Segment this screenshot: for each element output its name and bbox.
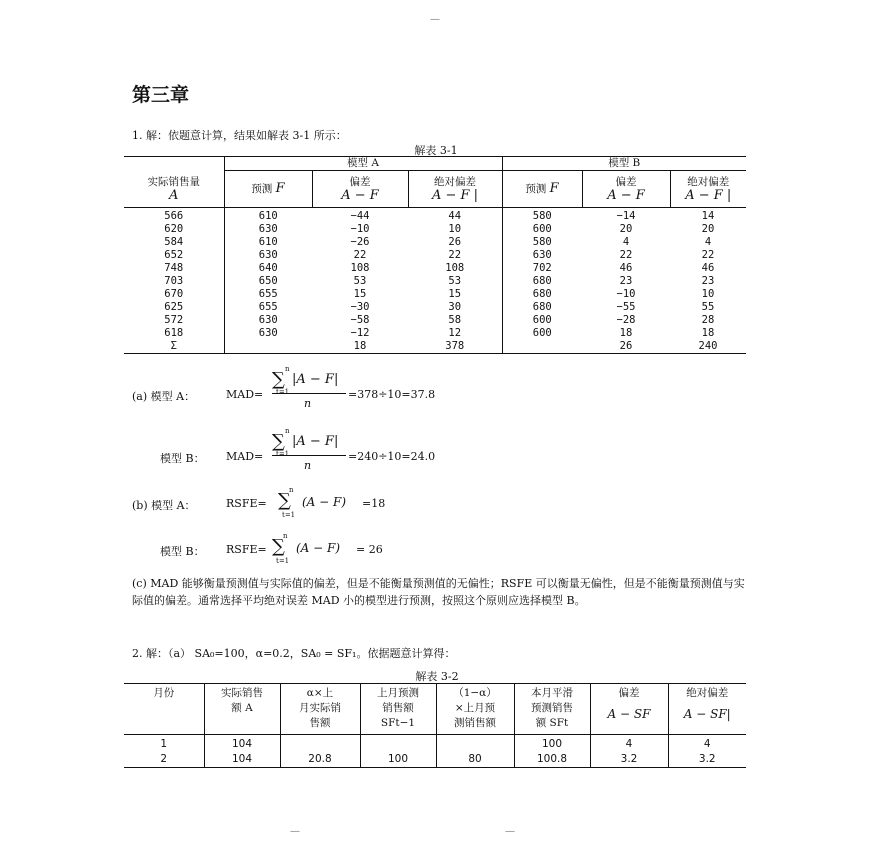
footer-mark-right: — (505, 826, 515, 837)
table-cell: 630 (224, 249, 312, 262)
sum-row (124, 340, 746, 354)
table2-header-cell: 偏差 A − SF (590, 684, 668, 735)
table-cell: −55 (616, 300, 636, 313)
table-cell: 15 (448, 287, 462, 300)
mad-a-sum-bottom: t=1 (276, 388, 290, 396)
table-cell: 584 (164, 235, 184, 248)
table-cell: 44 (448, 209, 462, 222)
table-cell: 26 (619, 339, 633, 352)
table-cell: 26 (448, 235, 462, 248)
table-3-2 (124, 683, 746, 768)
mad-b-numerator: |A − F| (292, 434, 339, 449)
rsfe-b-sum-top: n (283, 532, 288, 540)
table-cell: 15 (353, 287, 367, 300)
table-row (124, 288, 746, 301)
table-cell: 4 (668, 735, 746, 753)
mad-b-result: =240÷10=24.0 (348, 450, 436, 463)
table-cell: 2 (160, 753, 168, 765)
table-cell: 30 (448, 300, 462, 313)
table-cell: 4 (704, 235, 712, 248)
table-cell: 580 (502, 236, 582, 249)
table-row (124, 752, 746, 768)
table-cell: 572 (164, 313, 184, 326)
sigma-icon: ∑ (272, 536, 285, 557)
header-dev-a: 偏差 A − F (312, 171, 408, 208)
table-cell: 4 (590, 735, 668, 753)
table-cell: 22 (619, 248, 633, 261)
sigma-icon: ∑ (272, 369, 285, 390)
mad-b-denominator: n (304, 459, 312, 472)
table-cell: 100.8 (514, 752, 590, 768)
header-dev-b: 偏差 A − F (582, 171, 670, 208)
table-cell: 703 (164, 274, 184, 287)
table-cell: 12 (448, 326, 462, 339)
rsfe-a-label: (b) 模型 A： (132, 499, 196, 512)
table-cell (436, 735, 514, 753)
header-forecast-a: 预测 F (224, 171, 312, 208)
table-cell: 625 (164, 300, 184, 313)
table-cell: 640 (224, 262, 312, 275)
q1-intro: 1. 解：依题意计算，结果如解表 3-1 所示： (132, 129, 347, 142)
table-cell: 748 (164, 261, 184, 274)
table-cell: 108 (445, 261, 465, 274)
table-cell: 618 (164, 326, 184, 339)
table-cell: 630 (224, 327, 312, 340)
mad-b-sum-top: n (285, 427, 290, 435)
header-absdev-a: 绝对偏差 A − F | (408, 171, 502, 208)
table-cell: 680 (502, 275, 582, 288)
mad-a-sum-top: n (285, 365, 290, 373)
table-cell: 630 (224, 314, 312, 327)
table-cell: 10 (448, 222, 462, 235)
table-cell: 378 (445, 339, 465, 352)
table-row (124, 735, 746, 753)
table-cell: 620 (164, 222, 184, 235)
table-cell: 46 (701, 261, 715, 274)
table-row (124, 207, 746, 223)
mad-b-fraction-line (272, 455, 346, 456)
table-row (124, 236, 746, 249)
table-cell (502, 340, 582, 354)
table-cell: −28 (616, 313, 636, 326)
rsfe-b-eq: RSFE= (226, 543, 267, 556)
table2-header-cell: （1−α） ×上月预 测销售额 (436, 684, 514, 735)
table-cell: 652 (164, 248, 184, 261)
table-cell: 108 (350, 261, 370, 274)
q2-intro: 2. 解：（a） SA₀=100，α=0.2，SA₀ = SF₁。依据题意计算得： (132, 647, 456, 660)
table-cell: 100 (360, 752, 436, 768)
table-cell: 53 (448, 274, 462, 287)
group-b-header: 模型 B (502, 157, 746, 171)
table-cell: −10 (616, 287, 636, 300)
mad-a-eq: MAD= (226, 388, 264, 401)
mad-b-label: 模型 B： (160, 452, 205, 465)
mad-a-fraction-line (272, 393, 346, 394)
table-cell: 580 (502, 207, 582, 223)
table-cell: 23 (619, 274, 633, 287)
mad-a-numerator: |A − F| (292, 372, 339, 387)
table-cell: 600 (502, 223, 582, 236)
table-cell: 3.2 (668, 752, 746, 768)
header-mark: — (430, 14, 440, 25)
header-forecast-b: 预测 F (502, 171, 582, 208)
table-cell: 630 (502, 249, 582, 262)
mad-b-sum-bottom: t=1 (276, 450, 290, 458)
table-cell: 55 (701, 300, 715, 313)
table-cell: −10 (350, 222, 370, 235)
table2-caption: 解表 3-2 (415, 670, 459, 683)
table-row (124, 223, 746, 236)
table-cell: 18 (619, 326, 633, 339)
group-a-header: 模型 A (224, 157, 502, 171)
header-absdev-b: 绝对偏差 A − F | (670, 171, 746, 208)
table-cell: 104 (204, 752, 280, 768)
table-cell: 53 (353, 274, 367, 287)
table-cell: 600 (502, 314, 582, 327)
sigma-icon: ∑ (278, 490, 291, 511)
table-cell (280, 735, 360, 753)
table-cell: 104 (204, 735, 280, 753)
table-cell: 655 (224, 288, 312, 301)
table-cell: 18 (353, 339, 367, 352)
rsfe-a-sum-bottom: t=1 (282, 511, 296, 519)
table-cell: 23 (701, 274, 715, 287)
table-cell: 28 (701, 313, 715, 326)
table-row (124, 262, 746, 275)
rsfe-a-eq: RSFE= (226, 497, 267, 510)
table-row (124, 249, 746, 262)
mad-a-denominator: n (304, 397, 312, 410)
table1-caption: 解表 3-1 (414, 144, 458, 157)
mad-a-result: =378÷10=37.8 (348, 388, 436, 401)
table-3-1 (124, 156, 746, 354)
table-cell (224, 340, 312, 354)
table2-header-cell: 月份 (153, 687, 175, 699)
table-row (124, 327, 746, 340)
table-cell: Σ (170, 339, 177, 352)
rsfe-a-term: (A − F) (302, 495, 347, 509)
table-cell: −12 (350, 326, 370, 339)
table-cell: 3.2 (590, 752, 668, 768)
sigma-icon: ∑ (272, 431, 285, 452)
rsfe-b-label: 模型 B： (160, 545, 205, 558)
table2-header-cell: 绝对偏差 A − SF| (668, 684, 746, 735)
table-cell: 18 (701, 326, 715, 339)
table-cell: −14 (616, 209, 636, 222)
footer-mark-left: — (290, 826, 300, 837)
mad-a-label: (a) 模型 A： (132, 390, 196, 403)
rsfe-b-sum-bottom: t=1 (276, 557, 290, 565)
table-cell: −26 (350, 235, 370, 248)
rsfe-a-sum-top: n (289, 486, 294, 494)
table-cell: 610 (224, 236, 312, 249)
table-cell: 4 (622, 235, 630, 248)
table-cell: 1 (160, 738, 168, 750)
table-cell (360, 735, 436, 753)
table-cell: −30 (350, 300, 370, 313)
table-row (124, 301, 746, 314)
mad-b-eq: MAD= (226, 450, 264, 463)
table-cell: 680 (502, 301, 582, 314)
table-row (124, 314, 746, 327)
table-cell: 20.8 (280, 752, 360, 768)
chapter-title: 第三章 (132, 84, 190, 106)
table-row (124, 275, 746, 288)
table-cell: 610 (224, 207, 312, 223)
table-cell: 655 (224, 301, 312, 314)
table-cell: 240 (698, 339, 718, 352)
table-cell: 22 (448, 248, 462, 261)
header-actual: 实际销售量 A (147, 175, 200, 203)
table-cell: 80 (436, 752, 514, 768)
table-cell: 650 (224, 275, 312, 288)
table-cell: 100 (514, 735, 590, 753)
table-cell: 600 (502, 327, 582, 340)
table-cell: 680 (502, 288, 582, 301)
table-cell: 566 (164, 209, 184, 222)
table2-header-cell: 本月平滑 预测销售 额 SFt (514, 684, 590, 735)
rsfe-b-result: = 26 (356, 543, 383, 556)
table-cell: 670 (164, 287, 184, 300)
rsfe-a-result: =18 (362, 497, 386, 510)
table-cell: 22 (353, 248, 367, 261)
table-cell: 58 (448, 313, 462, 326)
rsfe-b-term: (A − F) (296, 541, 341, 555)
table-cell: −58 (350, 313, 370, 326)
table-cell: 630 (224, 223, 312, 236)
table-cell: 20 (701, 222, 715, 235)
table-cell: 46 (619, 261, 633, 274)
table-cell: 14 (701, 209, 715, 222)
table2-header-cell: α×上 月实际销 售额 (280, 684, 360, 735)
table-cell: 22 (701, 248, 715, 261)
table2-header-cell: 上月预测 销售额 SFt−1 (360, 684, 436, 735)
table-cell: −44 (350, 209, 370, 222)
table-cell: 10 (701, 287, 715, 300)
table-cell: 20 (619, 222, 633, 235)
table2-header-cell: 实际销售 额 A (204, 684, 280, 735)
table-cell: 702 (502, 262, 582, 275)
conclusion-paragraph: (c) MAD 能够衡量预测值与实际值的偏差，但是不能衡量预测值的无偏性；RSFE 可以衡量无偏性，但是不能衡量预测值与实际值的偏差。通常选择平均绝对误差 MAD 小的模型进行预测，按照这个原则应选择模型 B。 (132, 577, 745, 607)
